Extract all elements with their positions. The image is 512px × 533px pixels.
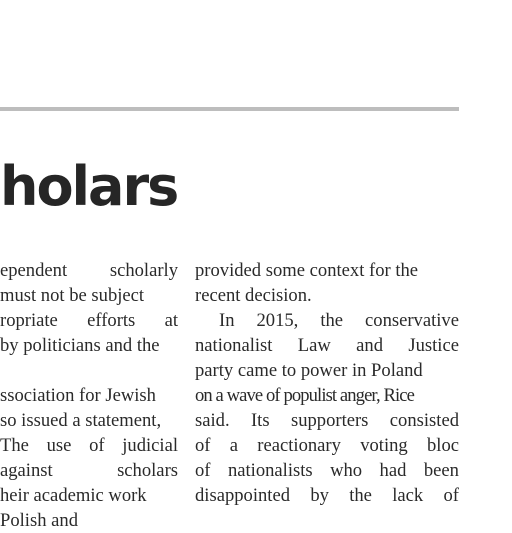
- right-line-3: [195, 308, 459, 333]
- right-word: of: [195, 460, 211, 481]
- right-word: 2015,: [256, 310, 299, 331]
- left-word: efforts: [87, 310, 136, 331]
- right-word: In: [219, 310, 235, 331]
- left-line-9: [0, 458, 178, 483]
- left-word: ependent: [0, 260, 68, 281]
- right-word: bloc: [426, 435, 459, 456]
- right-line-7: [195, 408, 459, 433]
- right-line-1: provided some context for the: [195, 260, 419, 281]
- right-word: had: [379, 460, 407, 481]
- right-word: and: [356, 335, 384, 356]
- left-word: scholarly: [109, 260, 178, 281]
- right-word: Law: [297, 335, 331, 356]
- right-word: conservative: [365, 310, 459, 331]
- right-line-4: [195, 333, 459, 358]
- right-word: supporters: [290, 410, 369, 431]
- right-word: who: [330, 460, 363, 481]
- left-line-7: so issued a statement,: [0, 410, 162, 431]
- right-word: Justice: [408, 335, 459, 356]
- right-line-10: [195, 483, 459, 508]
- right-line-2: recent decision.: [195, 285, 312, 306]
- right-word: of: [443, 485, 459, 506]
- right-line-9: [195, 458, 459, 483]
- left-line-6: ssociation for Jewish: [0, 385, 156, 406]
- right-word: voting: [360, 435, 408, 456]
- right-word: by: [310, 485, 329, 506]
- right-word: said.: [195, 410, 230, 431]
- right-word: been: [423, 460, 459, 481]
- left-word: The: [0, 435, 29, 456]
- right-word: nationalists: [227, 460, 313, 481]
- right-word: disappointed: [195, 485, 291, 506]
- left-word: at: [164, 310, 178, 331]
- left-word: of: [89, 435, 105, 456]
- right-line-8: [195, 433, 459, 458]
- right-word: a: [229, 435, 239, 456]
- left-text-column: [0, 258, 178, 533]
- right-word: consisted: [389, 410, 459, 431]
- left-line-3: [0, 308, 178, 333]
- right-word: of: [195, 435, 211, 456]
- left-line-1: [0, 258, 178, 283]
- left-line-10: heir academic work: [0, 485, 147, 506]
- right-word: reactionary: [257, 435, 341, 456]
- article-headline: holars: [0, 155, 178, 218]
- left-line-2: must not be subject: [0, 285, 145, 306]
- left-word: ropriate: [0, 310, 58, 331]
- left-line-5-blank: [0, 358, 178, 383]
- right-word: the: [320, 310, 344, 331]
- left-word: scholars: [117, 460, 178, 481]
- left-word: judicial: [122, 435, 178, 456]
- left-line-11: Polish and: [0, 510, 78, 531]
- left-line-8: [0, 433, 178, 458]
- section-rule: [0, 107, 459, 111]
- right-text-column: [195, 258, 459, 508]
- right-line-5: party came to power in Poland: [195, 360, 423, 381]
- left-word: use: [46, 435, 72, 456]
- left-word: against: [0, 460, 53, 481]
- right-line-6: on a wave of populist anger, Rice: [195, 385, 414, 406]
- right-word: the: [349, 485, 372, 506]
- right-word: Its: [250, 410, 270, 431]
- right-word: nationalist: [195, 335, 273, 356]
- left-line-4: by politicians and the: [0, 335, 160, 356]
- right-word: lack: [392, 485, 424, 506]
